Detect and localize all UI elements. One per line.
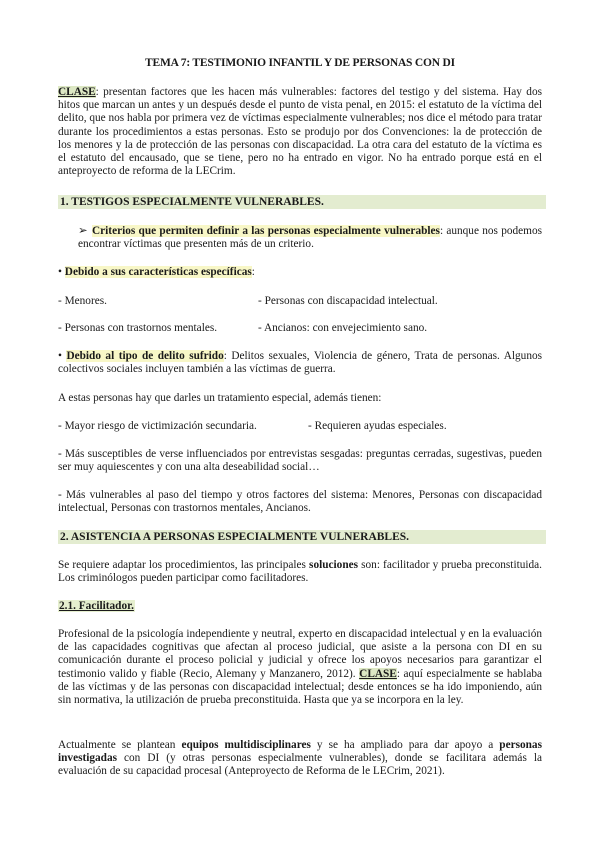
facilitator-text: : aquí especialmente se hablaba de las víctimas y de las personas con discapacidad intelectual; desde entonces se ha ido imponiendo, aún sin normativa, la utilización de prueba preconstituida. Hasta que ya se incorpora en la ley. [58,667,543,707]
criteria-label: Criterios que permiten definir a las personas especialmente vulnerables [92,225,440,237]
characteristics-label: Debido a sus características específicas [64,266,252,278]
facilitator-text: Profesional de la psicología independiente y neutral, experto en discapacidad intelectual y en la evaluación de las capacidades cognitivas que afectan al proceso judicial, que asiste a la persona con DI en su comunicación durante el proceso policial y judicial y ofrece los apoyos necesarios para garantizar el testimonio valido y fiable (Recio, Alemany y Manzanero, 2012). [58,628,542,680]
teams-text: con DI (y otras personas especialmente vulnerables), donde se facilitara además la evaluación de su capacidad procesal (Anteproyecto de Reforma de le LECrim, 2021). [58,752,542,778]
criteria-text: : aunque nos podemos encontrar víctimas que presenten más de un criterio. [78,225,543,251]
category-item: - Personas con discapacidad intelectual. [258,295,438,307]
teams-text: y se ha ampliado para dar apoyo a [310,739,500,751]
influence-paragraph: - Más susceptibles de verse influenciados por entrevistas sesgadas: preguntas cerradas, sugestivas, pueden ser muy aquiescentes y con una alta deseabilidad social… [58,448,542,474]
treatment-paragraph: A estas personas hay que darles un tratamiento especial, además tienen: [58,392,382,404]
clase-tag: CLASE [359,667,397,680]
facilitator-heading: 2.1. Facilitador. [59,600,134,612]
page-title: TEMA 7: TESTIMONIO INFANTIL Y DE PERSONAS CON DI [145,57,455,69]
time-paragraph: - Más vulnerables al paso del tiempo y otros factores del sistema: Menores, Personas con discapacidad intelectual, Personas con trastornos mentales, Ancianos. [58,489,542,515]
risk-item: - Mayor riesgo de victimización secundaria. [58,420,257,432]
arrow-bullet-icon: ➢ [78,225,88,237]
investigated-label: personas investigadas [58,739,542,765]
section-1-heading: 1. TESTIGOS ESPECIALMENTE VULNERABLES. [58,195,546,209]
category-row-1 [58,295,542,309]
facilitator-paragraph [58,628,542,707]
solutions-text: son: facilitador y prueba preconstituida. Los criminólogos pueden participar como facilitadores. [58,559,542,585]
characteristics-colon: : [251,266,255,278]
characteristics-line: • Debido a sus características específicas: [58,266,255,278]
teams-label: equipos multidisciplinares [181,739,311,751]
category-item: - Personas con trastornos mentales. [58,322,218,334]
risk-row [58,420,542,434]
criteria-bullet [78,225,542,251]
intro-paragraph [58,86,542,178]
teams-text: Actualmente se plantean [58,739,182,751]
solutions-text: Se requiere adaptar los procedimientos, las principales [58,559,310,571]
crime-type-paragraph: • Debido al tipo de delito sufrido: Delitos sexuales, Violencia de género, Trata de personas. Algunos colectivos sociales incluyen también a las víctimas de guerra. [58,350,543,376]
category-item: - Menores. [58,295,107,307]
risk-item: - Requieren ayudas especiales. [308,420,447,432]
crime-type-text: : Delitos sexuales, Violencia de género, Trata de personas. Algunos colectivos sociales incluyen también a las víctimas de guerra. [58,350,543,376]
clase-tag: CLASE [58,86,96,98]
category-item: - Ancianos: con envejecimiento sano. [258,322,428,334]
teams-paragraph [58,739,542,779]
section-2-heading: 2. ASISTENCIA A PERSONAS ESPECIALMENTE VULNERABLES. [58,530,546,544]
solutions-label: soluciones [309,559,359,571]
subsection-2-1-heading [58,600,542,613]
crime-type-label: Debido al tipo de delito sufrido [66,350,224,362]
solutions-paragraph [58,559,542,585]
intro-text: : presentan factores que les hacen más vulnerables: factores del testigo y del sistema. Hay dos hitos que marcan un antes y un después desde el punto de vista penal, en 2015: el estatuto de la víctima del delito, que nos habla por primera vez de víctimas especialmente vulnerables; nos dice el método para tratar durante los procedimientos a estas personas. Esto se produjo por dos Convenciones: la de protección de los menores y la de protección de las personas con discapacidad. La otra cara del estatuto de la víctima es el estatuto del encausado, que se tiene, pero no ha entrado en vigor. No ha entrado porque está en el anteproyecto de reforma de la LECrim. [58,86,543,178]
category-row-2 [58,322,542,336]
